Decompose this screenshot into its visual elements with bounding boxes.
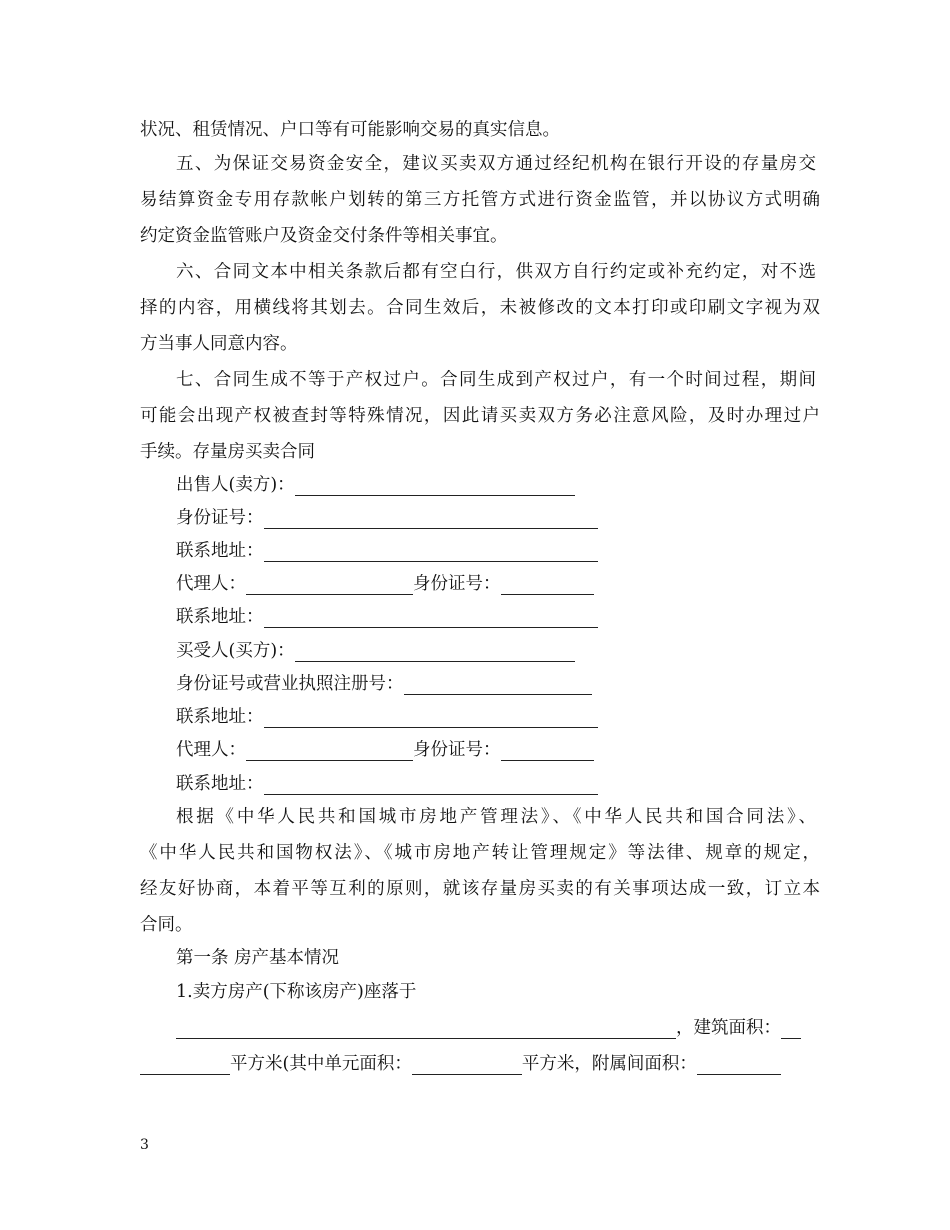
seller-agent-row bbox=[176, 567, 816, 601]
article-1-heading: 第一条 房产基本情况 bbox=[176, 948, 340, 968]
attached-area-blank[interactable] bbox=[697, 1047, 781, 1075]
buyer-id-label: 身份证号或营业执照注册号： bbox=[176, 674, 404, 694]
area-detail-row bbox=[140, 1047, 820, 1081]
location-row bbox=[176, 1011, 820, 1045]
area-blank-end[interactable] bbox=[140, 1047, 230, 1075]
unit-area-prefix: 平方米(其中单元面积： bbox=[230, 1054, 412, 1074]
buyer-agent-label: 代理人： bbox=[176, 740, 246, 760]
basis-line-3: 经友好协商，本着平等互利的原则，就该存量房买卖的有关事项达成一致，订立本 bbox=[140, 879, 820, 899]
area-blank-start[interactable] bbox=[781, 1011, 801, 1039]
location-blank[interactable] bbox=[176, 1011, 676, 1039]
buyer-agent-row bbox=[176, 733, 816, 767]
seller-id-blank[interactable] bbox=[264, 501, 598, 529]
paragraph-tail: 状况、租赁情况、户口等有可能影响交易的真实信息。 bbox=[140, 120, 560, 140]
paragraph-5-line-1: 五、为保证交易资金安全，建议买卖双方通过经纪机构在银行开设的存量房交 bbox=[176, 154, 816, 174]
paragraph-7-line-1: 七、合同生成不等于产权过户。合同生成到产权过户，有一个时间过程，期间 bbox=[176, 370, 816, 390]
basis-line-1: 根据《中华人民共和国城市房地产管理法》、《中华人民共和国合同法》、 bbox=[176, 807, 816, 827]
seller-address-label: 联系地址： bbox=[176, 541, 264, 561]
buyer-agent-address-label: 联系地址： bbox=[176, 774, 264, 794]
paragraph-7-line-2: 可能会出现产权被查封等特殊情况，因此请买卖双方务必注意风险，及时办理过户 bbox=[140, 406, 820, 426]
seller-row bbox=[176, 468, 816, 502]
page-number: 3 bbox=[140, 1137, 149, 1153]
buyer-row bbox=[176, 634, 816, 668]
seller-agent-address-label: 联系地址： bbox=[176, 607, 264, 627]
buyer-agent-id-label: 身份证号： bbox=[413, 740, 501, 760]
basis-line-4: 合同。 bbox=[140, 915, 193, 935]
seller-id-label: 身份证号： bbox=[176, 508, 264, 528]
buyer-name-blank[interactable] bbox=[295, 634, 575, 662]
seller-agent-label: 代理人： bbox=[176, 574, 246, 594]
unit-area-blank[interactable] bbox=[412, 1047, 522, 1075]
article-1-item-1: 1.卖方房产(下称该房产)座落于 bbox=[176, 982, 417, 1002]
buyer-agent-address-blank[interactable] bbox=[264, 767, 598, 795]
basis-line-2: 《中华人民共和国物权法》、《城市房地产转让管理规定》等法律、规章的规定， bbox=[140, 843, 820, 863]
buyer-id-blank[interactable] bbox=[404, 667, 592, 695]
buyer-label: 买受人(买方)： bbox=[176, 641, 295, 661]
seller-agent-id-blank[interactable] bbox=[501, 567, 594, 595]
area-label: ，建筑面积： bbox=[676, 1018, 781, 1038]
paragraph-6-line-2: 择的内容，用横线将其划去。合同生效后，未被修改的文本打印或印刷文字视为双 bbox=[140, 298, 820, 318]
paragraph-5-line-2: 易结算资金专用存款帐户划转的第三方托管方式进行资金监管，并以协议方式明确 bbox=[140, 190, 820, 210]
seller-id-row bbox=[176, 501, 816, 535]
paragraph-6-line-3: 方当事人同意内容。 bbox=[140, 334, 298, 354]
buyer-address-label: 联系地址： bbox=[176, 707, 264, 727]
buyer-address-row bbox=[176, 700, 816, 734]
seller-agent-address-row bbox=[176, 600, 816, 634]
buyer-address-blank[interactable] bbox=[264, 700, 598, 728]
buyer-id-row bbox=[176, 667, 816, 701]
seller-address-row bbox=[176, 534, 816, 568]
paragraph-7-line-3: 手续。存量房买卖合同 bbox=[140, 442, 315, 462]
buyer-agent-address-row bbox=[176, 767, 816, 801]
seller-label: 出售人(卖方)： bbox=[176, 475, 295, 495]
buyer-agent-id-blank[interactable] bbox=[501, 733, 594, 761]
attached-area-prefix: 平方米，附属间面积： bbox=[521, 1054, 697, 1074]
seller-agent-id-label: 身份证号： bbox=[413, 574, 501, 594]
paragraph-6-line-1: 六、合同文本中相关条款后都有空白行，供双方自行约定或补充约定，对不选 bbox=[176, 262, 816, 282]
paragraph-5-line-3: 约定资金监管账户及资金交付条件等相关事宜。 bbox=[140, 226, 508, 246]
seller-name-blank[interactable] bbox=[295, 468, 575, 496]
buyer-agent-blank[interactable] bbox=[246, 733, 413, 761]
seller-address-blank[interactable] bbox=[264, 534, 598, 562]
seller-agent-blank[interactable] bbox=[246, 567, 413, 595]
seller-agent-address-blank[interactable] bbox=[264, 600, 598, 628]
